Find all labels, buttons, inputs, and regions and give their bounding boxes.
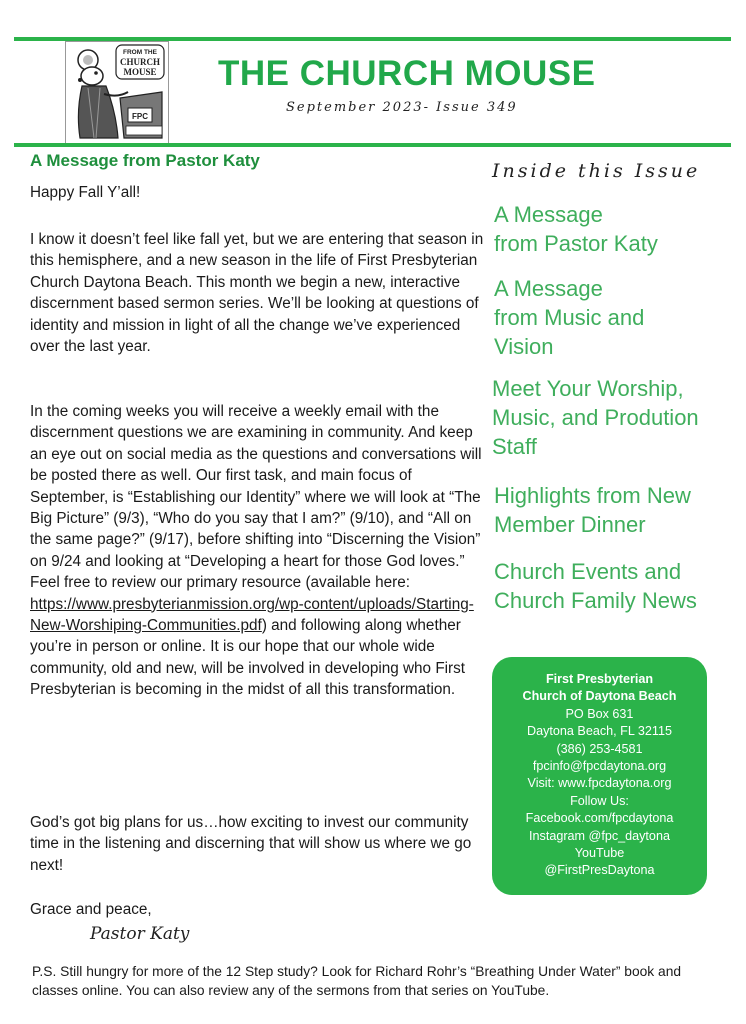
logo-text-from-the: FROM THE	[123, 49, 157, 56]
contact-po-box: PO Box 631	[565, 706, 634, 721]
contact-website[interactable]: Visit: www.fpcdaytona.org	[527, 776, 672, 791]
header-bottom-rule	[14, 143, 731, 147]
contact-instagram[interactable]: Instagram @fpc_daytona	[529, 828, 670, 843]
contact-phone: (386) 253-4581	[556, 741, 643, 756]
logo-text-fpc: FPC	[132, 112, 148, 121]
toc-item-music-vision[interactable]	[494, 274, 644, 361]
contact-facebook[interactable]: Facebook.com/fpcdaytona	[525, 811, 674, 826]
church-mouse-logo	[65, 41, 169, 144]
logo-text-church: CHURCH	[120, 57, 160, 67]
article-heading: A Message from Pastor Katy	[30, 151, 260, 170]
greeting: Happy Fall Y’all!	[30, 184, 141, 201]
toc-line: Highlights from New	[494, 483, 691, 508]
newsletter-title: THE CHURCH MOUSE	[218, 54, 596, 93]
toc-line: Vision	[494, 334, 554, 359]
toc-line: A Message	[494, 202, 603, 227]
paragraph-1: I know it doesn’t feel like fall yet, but we are entering that season in this hemisphere, and a new season in the life of First Presbyterian Church Daytona Beach. This month we begin a new, interactive discernment based sermon series. We’ll be looking at questions of identity and mission in light of all the change we’ve experienced over the last year.	[30, 231, 484, 356]
postscript: P.S. Still hungry for more of the 12 Step study? Look for Richard Rohr’s “Breathing Under Water” book and classes online. You can also review any of the sermons from that series on YouTube.	[32, 964, 682, 998]
toc-line: Meet Your Worship,	[492, 376, 684, 401]
toc-line: Church Events and	[494, 559, 682, 584]
toc-line: from Pastor Katy	[494, 231, 658, 256]
paragraph-2-text-b: ) and following along whether you’re in person or online. It is our hope that our whole wide community, old and new, will be involved in developing who First Presbyterian is becoming in the midst of all this transformation.	[30, 617, 466, 699]
contact-youtube-label: YouTube	[574, 846, 625, 861]
closing: Grace and peace,	[30, 901, 152, 918]
toc-line: Church Family News	[494, 588, 697, 613]
inside-this-issue-title: Inside this Issue	[492, 160, 701, 182]
paragraph-2	[30, 401, 490, 701]
issue-date: September 2023- Issue 349	[286, 100, 518, 115]
resource-link[interactable]: https://www.presbyterianmission.org/wp-content/uploads/Starting-New-Worshiping-Communities.pdf	[30, 595, 474, 635]
toc-item-worship-staff[interactable]	[492, 374, 699, 461]
toc-line: A Message	[494, 276, 603, 301]
logo-text-mouse: MOUSE	[123, 67, 157, 77]
toc-line: from Music and	[494, 305, 645, 330]
toc-line: Member Dinner	[494, 512, 646, 537]
toc-item-pastor-message[interactable]	[494, 200, 658, 258]
paragraph-2-text-a: In the coming weeks you will receive a weekly email with the discernment questions we are examining in community. And keep an eye out on social media as the questions and conversations will be posted there as well. Our first task, and main focus of September, is “Establishing our Identity” where we will look at “The Big Picture” (9/3), “Who do you say that I am?” (9/10), and “All on the same page?” (9/17), before shifting into “Discerning the Vision” on 9/24 and looking at “Developing a heart for those God loves.” Feel free to review our primary resource (available here:	[30, 403, 482, 592]
toc-line: Music, and Prodution	[492, 405, 699, 430]
contact-follow-us: Follow Us:	[570, 793, 629, 808]
contact-youtube-handle[interactable]: @FirstPresDaytona	[544, 863, 655, 878]
contact-city: Daytona Beach, FL 32115	[527, 724, 672, 739]
paragraph-3: God’s got big plans for us…how exciting to invest our community time in the listening and discerning that will show us where we go next!	[30, 814, 472, 874]
pastor-signature: Pastor Katy	[90, 924, 190, 944]
contact-email[interactable]: fpcinfo@fpcdaytona.org	[532, 759, 667, 774]
contact-name-2: Church of Daytona Beach	[522, 689, 677, 704]
contact-box	[492, 657, 707, 895]
toc-item-member-dinner[interactable]	[494, 481, 691, 539]
toc-line: Staff	[492, 434, 537, 459]
toc-item-church-events[interactable]	[494, 557, 697, 615]
contact-name-1: First Presbyterian	[545, 672, 654, 686]
